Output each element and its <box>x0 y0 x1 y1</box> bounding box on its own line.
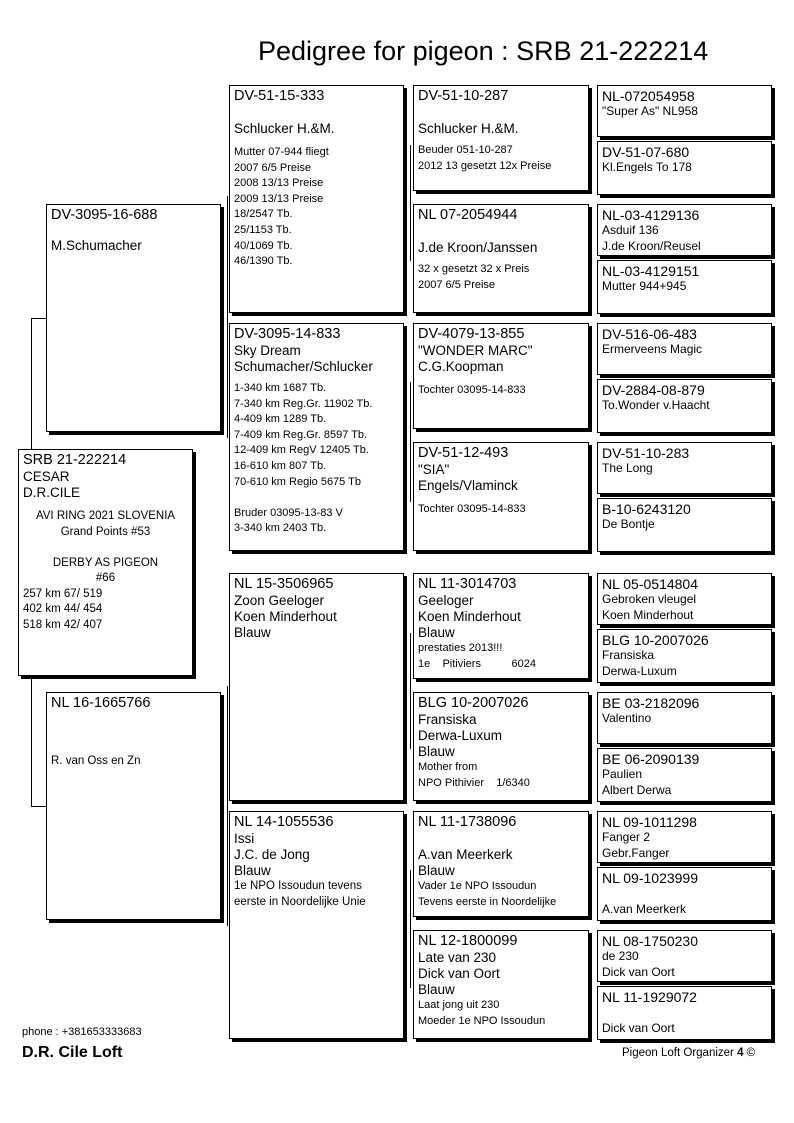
gen4-line: J.de Kroon/Reusel <box>602 238 701 253</box>
subject-note: #66 <box>95 572 116 584</box>
gen3-note: prestaties 2013!!! <box>418 642 503 654</box>
sire-card[interactable] <box>46 204 221 432</box>
subject-name: CESAR <box>23 469 70 484</box>
gen2-note: 18/2547 Tb. <box>234 208 293 221</box>
gen3-ring: NL 12-1800099 <box>418 933 518 949</box>
gen2-card[interactable] <box>229 323 404 551</box>
gen2-card[interactable] <box>229 85 404 313</box>
gen2-note: 2008 13/13 Preise <box>234 177 324 190</box>
connector-line <box>410 145 411 261</box>
gen2-line: Schlucker H.&M. <box>234 121 335 136</box>
connector-line <box>31 318 47 319</box>
gen4-card[interactable] <box>597 379 772 433</box>
gen2-note: eerste in Noordelijke Unie <box>234 895 366 908</box>
gen3-card[interactable] <box>413 811 589 917</box>
gen4-line: De Bontje <box>602 517 655 531</box>
footer-loft-name: D.R. Cile Loft <box>22 1044 123 1061</box>
gen4-ring: NL 09-1011298 <box>602 814 697 830</box>
gen3-line: "SIA" <box>418 462 450 477</box>
footer-phone: phone : +381653333683 <box>22 1026 142 1038</box>
gen3-note: Tochter 03095-14-833 <box>418 384 526 396</box>
gen2-ring: NL 14-1055536 <box>234 814 334 830</box>
gen2-note: Mutter 07-944 fliegt <box>234 146 329 158</box>
gen4-line: Kl.Engels To 178 <box>602 160 692 174</box>
gen4-line: Dick van Oort <box>602 964 675 979</box>
connector-line <box>31 806 47 807</box>
gen4-line: Mutter 944+945 <box>602 279 687 293</box>
subject-result: 402 km 44/ 454 <box>23 603 103 615</box>
connector-line <box>410 382 411 502</box>
gen2-note: 16-610 km 807 Tb. <box>234 459 327 472</box>
gen3-line: J.de Kroon/Janssen <box>418 240 538 255</box>
gen4-ring: BE 03-2182096 <box>602 695 700 711</box>
subject-card[interactable] <box>18 449 193 676</box>
gen4-ring: NL 09-1023999 <box>602 870 699 886</box>
gen4-line: A.van Meerkerk <box>602 901 687 916</box>
gen3-ring: DV-51-12-493 <box>418 445 509 461</box>
subject-result: 518 km 42/ 407 <box>23 618 103 631</box>
gen3-ring: DV-4079-13-855 <box>418 326 525 342</box>
gen4-line: The Long <box>602 461 653 475</box>
gen4-ring: B-10-6243120 <box>602 501 691 517</box>
dam-ring: NL 16-1665766 <box>51 695 151 711</box>
gen2-note: Bruder 03095-13-83 V <box>234 506 343 519</box>
gen3-note: Vader 1e NPO Issoudun <box>418 880 537 892</box>
gen4-card[interactable] <box>597 573 772 625</box>
gen4-card[interactable] <box>597 986 772 1040</box>
gen3-note: Tochter 03095-14-833 <box>418 503 526 515</box>
gen2-note: 1-340 km 1687 Tb. <box>234 382 327 394</box>
gen3-note: 2007 6/5 Preise <box>418 278 496 291</box>
gen2-line: Koen Minderhout <box>234 609 337 624</box>
gen3-card[interactable] <box>413 692 589 801</box>
gen2-note: 2007 6/5 Preise <box>234 161 312 174</box>
dam-card[interactable] <box>46 692 221 920</box>
gen4-line: Fanger 2 <box>602 830 651 844</box>
gen3-note: 32 x gesetzt 32 x Preis <box>418 263 530 275</box>
gen3-note: NPO Pithivier 1/6340 <box>418 776 530 789</box>
gen4-line: Derwa-Luxum <box>602 663 677 678</box>
gen4-line: Koen Minderhout <box>602 607 694 622</box>
gen3-line: Late van 230 <box>418 950 497 965</box>
gen2-note: 3-340 km 2403 Tb. <box>234 522 327 535</box>
gen2-card[interactable] <box>229 573 404 801</box>
gen2-ring: NL 15-3506965 <box>234 576 334 592</box>
gen2-line: Blauw <box>234 863 271 878</box>
gen3-line: Koen Minderhout <box>418 609 521 624</box>
gen4-line: Albert Derwa <box>602 782 672 797</box>
gen4-line: Fransiska <box>602 648 655 662</box>
gen4-ring: DV-516-06-483 <box>602 326 697 342</box>
gen3-line: Derwa-Luxum <box>418 728 503 743</box>
subject-note <box>23 540 188 556</box>
gen3-note: 1e Pitiviers 6024 <box>418 657 536 670</box>
page-title: Pedigree for pigeon : SRB 21-222214 <box>258 36 709 66</box>
gen3-line <box>418 831 584 847</box>
subject-ring: SRB 21-222214 <box>23 452 127 468</box>
gen2-note: 7-340 km Reg.Gr. 11902 Tb. <box>234 397 373 410</box>
gen3-line <box>418 105 584 121</box>
gen3-line: Fransiska <box>418 712 477 727</box>
gen3-ring: DV-51-10-287 <box>418 88 509 104</box>
gen2-line: Schumacher/Schlucker <box>234 359 373 374</box>
connector-line <box>227 196 228 438</box>
gen4-card[interactable] <box>597 442 772 494</box>
gen4-line: Paulien <box>602 767 643 781</box>
gen3-line: Blauw <box>418 863 455 878</box>
gen4-ring: NL 08-1750230 <box>602 933 699 949</box>
gen2-note: 12-409 km RegV 12405 Tb. <box>234 444 369 457</box>
gen3-line: Blauw <box>418 625 455 640</box>
gen4-line: "Super As" NL958 <box>602 104 698 118</box>
dam-owner: R. van Oss en Zn <box>51 755 141 767</box>
gen4-ring: DV-51-10-283 <box>602 445 690 461</box>
gen2-line: Zoon Geeloger <box>234 593 325 608</box>
gen2-note: 2009 13/13 Preise <box>234 192 324 205</box>
gen4-card[interactable] <box>597 867 772 921</box>
gen3-line: Dick van Oort <box>418 966 500 981</box>
gen3-line: Schlucker H.&M. <box>418 121 519 136</box>
gen4-line: Valentino <box>602 711 652 725</box>
gen4-card[interactable] <box>597 930 772 982</box>
gen3-card[interactable] <box>413 204 589 313</box>
gen3-card[interactable] <box>413 85 589 191</box>
gen2-line <box>234 105 399 121</box>
gen3-note: Mother from <box>418 761 478 773</box>
connector-line <box>227 686 228 926</box>
gen3-note: Tevens eerste in Noordelijke <box>418 895 557 908</box>
connector-line <box>410 870 411 988</box>
gen4-ring: NL 05-0514804 <box>602 576 699 592</box>
gen3-ring: NL 11-1738096 <box>418 814 517 830</box>
subject-note: AVI RING 2021 SLOVENIA <box>35 510 176 522</box>
gen2-ring: DV-51-15-333 <box>234 88 325 104</box>
footer-app-number: 4 <box>737 1047 744 1059</box>
gen4-ring: DV-2884-08-879 <box>602 382 705 398</box>
gen4-ring: NL-072054958 <box>602 88 695 104</box>
gen4-card[interactable] <box>597 748 772 802</box>
gen4-card[interactable] <box>597 260 772 314</box>
gen3-line: C.G.Koopman <box>418 359 504 374</box>
gen4-ring: BLG 10-2007026 <box>602 632 709 648</box>
gen3-note: 2012 13 gesetzt 12x Preise <box>418 159 552 172</box>
gen3-note: Moeder 1e NPO Issoudun <box>418 1014 546 1027</box>
gen2-card[interactable] <box>229 811 404 1039</box>
gen2-note: 70-610 km Regio 5675 Tb <box>234 475 361 488</box>
gen4-line: Gebroken vleugel <box>602 592 697 606</box>
gen4-card[interactable] <box>597 204 772 256</box>
connector-line <box>410 633 411 749</box>
gen3-line: A.van Meerkerk <box>418 847 513 862</box>
gen3-line: Blauw <box>418 982 455 997</box>
gen2-note: 40/1069 Tb. <box>234 239 293 252</box>
gen3-card[interactable] <box>413 442 589 551</box>
gen2-note <box>234 490 399 506</box>
gen3-card[interactable] <box>413 930 589 1039</box>
gen4-line <box>602 1005 767 1021</box>
gen2-line: J.C. de Jong <box>234 847 310 862</box>
gen2-line: Issi <box>234 831 255 846</box>
sire-ring: DV-3095-16-688 <box>51 207 158 223</box>
gen4-line: Asduif 136 <box>602 223 659 237</box>
gen2-line: Sky Dream <box>234 343 301 358</box>
gen3-line: Blauw <box>418 744 455 759</box>
gen4-line: To.Wonder v.Haacht <box>602 398 710 412</box>
gen3-ring: BLG 10-2007026 <box>418 695 529 711</box>
gen3-ring: NL 07-2054944 <box>418 207 518 223</box>
gen4-ring: BE 06-2090139 <box>602 751 700 767</box>
gen3-line <box>418 224 584 240</box>
gen3-line: "WONDER MARC" <box>418 343 533 358</box>
gen3-note: Beuder 051-10-287 <box>418 144 513 156</box>
gen4-card[interactable] <box>597 811 772 863</box>
gen2-line: Blauw <box>234 625 271 640</box>
footer-app-name: Pigeon Loft Organizer <box>622 1047 738 1059</box>
copyright-icon: © <box>743 1047 756 1059</box>
subject-owner: D.R.CILE <box>23 485 81 500</box>
gen4-ring: NL-03-4129151 <box>602 263 700 279</box>
gen3-line: Geeloger <box>418 593 474 608</box>
gen4-card[interactable] <box>597 498 772 552</box>
gen4-card[interactable] <box>597 141 772 195</box>
subject-note: Grand Points #53 <box>60 525 151 538</box>
gen4-line: de 230 <box>602 949 639 963</box>
gen4-ring: NL-03-4129136 <box>602 207 700 223</box>
subject-result: 257 km 67/ 519 <box>23 587 103 600</box>
gen4-card[interactable] <box>597 85 772 137</box>
gen4-card[interactable] <box>597 692 772 744</box>
gen4-ring: DV-51-07-680 <box>602 144 690 160</box>
gen4-card[interactable] <box>597 629 772 683</box>
gen3-note: Laat jong uit 230 <box>418 999 500 1011</box>
gen3-line: Engels/Vlaminck <box>418 478 518 493</box>
gen3-card[interactable] <box>413 323 589 429</box>
gen2-note: 46/1390 Tb. <box>234 255 293 268</box>
gen4-line: Ermerveens Magic <box>602 342 703 356</box>
gen3-card[interactable] <box>413 573 589 679</box>
gen2-note: 25/1153 Tb. <box>234 223 292 236</box>
gen4-card[interactable] <box>597 323 772 375</box>
gen2-note: 1e NPO Issoudun tevens <box>234 880 362 892</box>
gen2-note: 7-409 km Reg.Gr. 8597 Tb. <box>234 428 368 441</box>
gen3-ring: NL 11-3014703 <box>418 576 517 592</box>
sire-owner: M.Schumacher <box>51 238 142 253</box>
footer-app-credit <box>622 1047 755 1059</box>
gen4-line: Dick van Oort <box>602 1020 675 1035</box>
gen4-line <box>602 886 767 902</box>
gen2-ring: DV-3095-14-833 <box>234 326 341 342</box>
gen2-note: 4-409 km 1289 Tb. <box>234 413 327 426</box>
subject-note: DERBY AS PIGEON <box>52 556 159 569</box>
gen4-line: Gebr.Fanger <box>602 845 670 860</box>
gen4-ring: NL 11-1929072 <box>602 989 697 1005</box>
